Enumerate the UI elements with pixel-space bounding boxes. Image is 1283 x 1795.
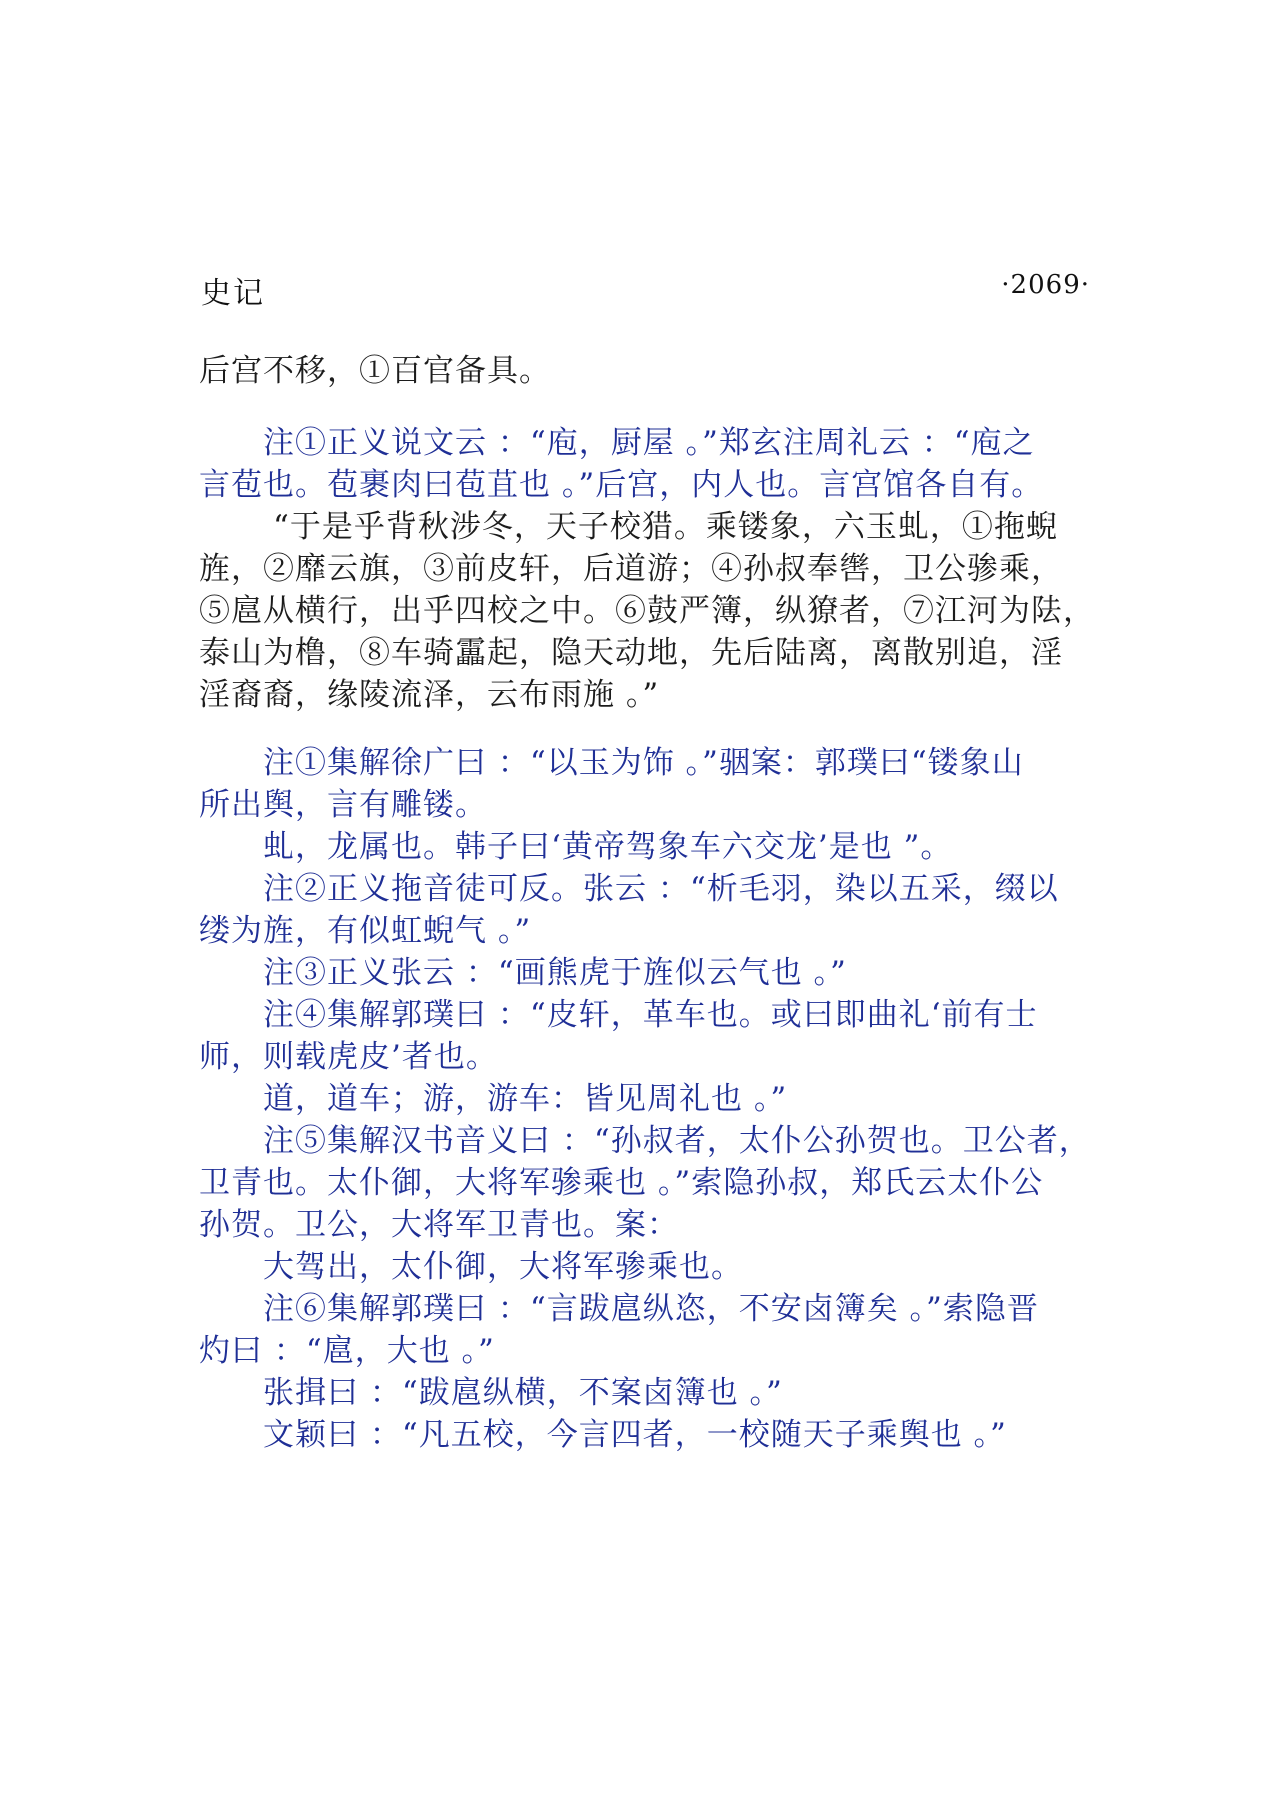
- main-text-line: 旌，②靡云旗，③前皮轩，后道游；④孙叔奉辔，卫公骖乘，: [199, 551, 1063, 587]
- annotation-line: 孙贺。卫公，大将军卫青也。案：: [199, 1207, 679, 1243]
- page-header: [201, 268, 1090, 312]
- annotation-line: 灼曰 ：“扈，大也 。”: [199, 1333, 495, 1369]
- annotation-line: 大驾出，太仆御，大将军骖乘也。: [263, 1249, 743, 1285]
- main-text-line: 淫裔裔，缘陵流泽，云布雨施 。”: [199, 677, 660, 713]
- annotation-line: 所出舆，言有雕镂。: [199, 787, 487, 823]
- annotation-line: 道，道车；游，游车：皆见周礼也 。”: [263, 1081, 788, 1117]
- page-number: ·2069·: [1001, 270, 1090, 300]
- book-title: 史记: [201, 276, 265, 311]
- annotation-line: 注⑥集解郭璞曰 ：“言跋扈纵恣，不安卤簿矣 。”索隐晋: [263, 1291, 1039, 1327]
- annotation-line: 注②正义拖音徒可反。张云 ：“析毛羽，染以五采，缀以: [263, 871, 1059, 907]
- page-body: [199, 350, 1099, 1456]
- main-text-line: 后宫不移，①百官备具。: [199, 353, 551, 389]
- main-text-line: ⑤扈从横行，出乎四校之中。⑥鼓严簿，纵獠者，⑦江河为阹，: [199, 593, 1095, 629]
- annotation-line: 师，则载虎皮’者也。: [199, 1039, 498, 1075]
- annotation-line: 注①集解徐广曰 ：“以玉为饰 。”骃案：郭璞曰“镂象山: [263, 745, 1024, 781]
- annotation-line: 注⑤集解汉书音义曰 ：“孙叔者，太仆公孙贺也。卫公者，: [263, 1123, 1091, 1159]
- main-text-line: 泰山为橹，⑧车骑靁起，隐天动地，先后陆离，离散别追，淫: [199, 635, 1063, 671]
- main-text-line: “于是乎背秋涉冬，天子校猎。乘镂象，六玉虬，①拖蜺: [273, 509, 1058, 545]
- annotation-line: 注③正义张云 ：“画熊虎于旌似云气也 。”: [263, 955, 847, 991]
- annotation-line: 注①正义说文云 ：“庖，厨屋 。”郑玄注周礼云 ：“庖之: [263, 425, 1035, 461]
- annotation-line: 张揖曰 ：“跋扈纵横，不案卤簿也 。”: [263, 1375, 783, 1411]
- annotation-line: 文颖曰 ：“凡五校，今言四者，一校随天子乘舆也 。”: [263, 1417, 1007, 1453]
- annotation-line: 言苞也。苞裹肉曰苞苴也 。”后宫，内人也。言宫馆各自有。: [199, 467, 1044, 503]
- annotation-line: 卫青也。太仆御，大将军骖乘也 。”索隐孙叔，郑氏云太仆公: [199, 1165, 1044, 1201]
- annotation-line: 注④集解郭璞曰 ：“皮轩，革车也。或曰即曲礼‘前有士: [263, 997, 1038, 1033]
- annotation-line: 虬，龙属也。韩子曰‘黄帝驾象车六交龙’是也 ”。: [263, 829, 953, 865]
- annotation-line: 缕为旌，有似虹蜺气 。”: [199, 913, 532, 949]
